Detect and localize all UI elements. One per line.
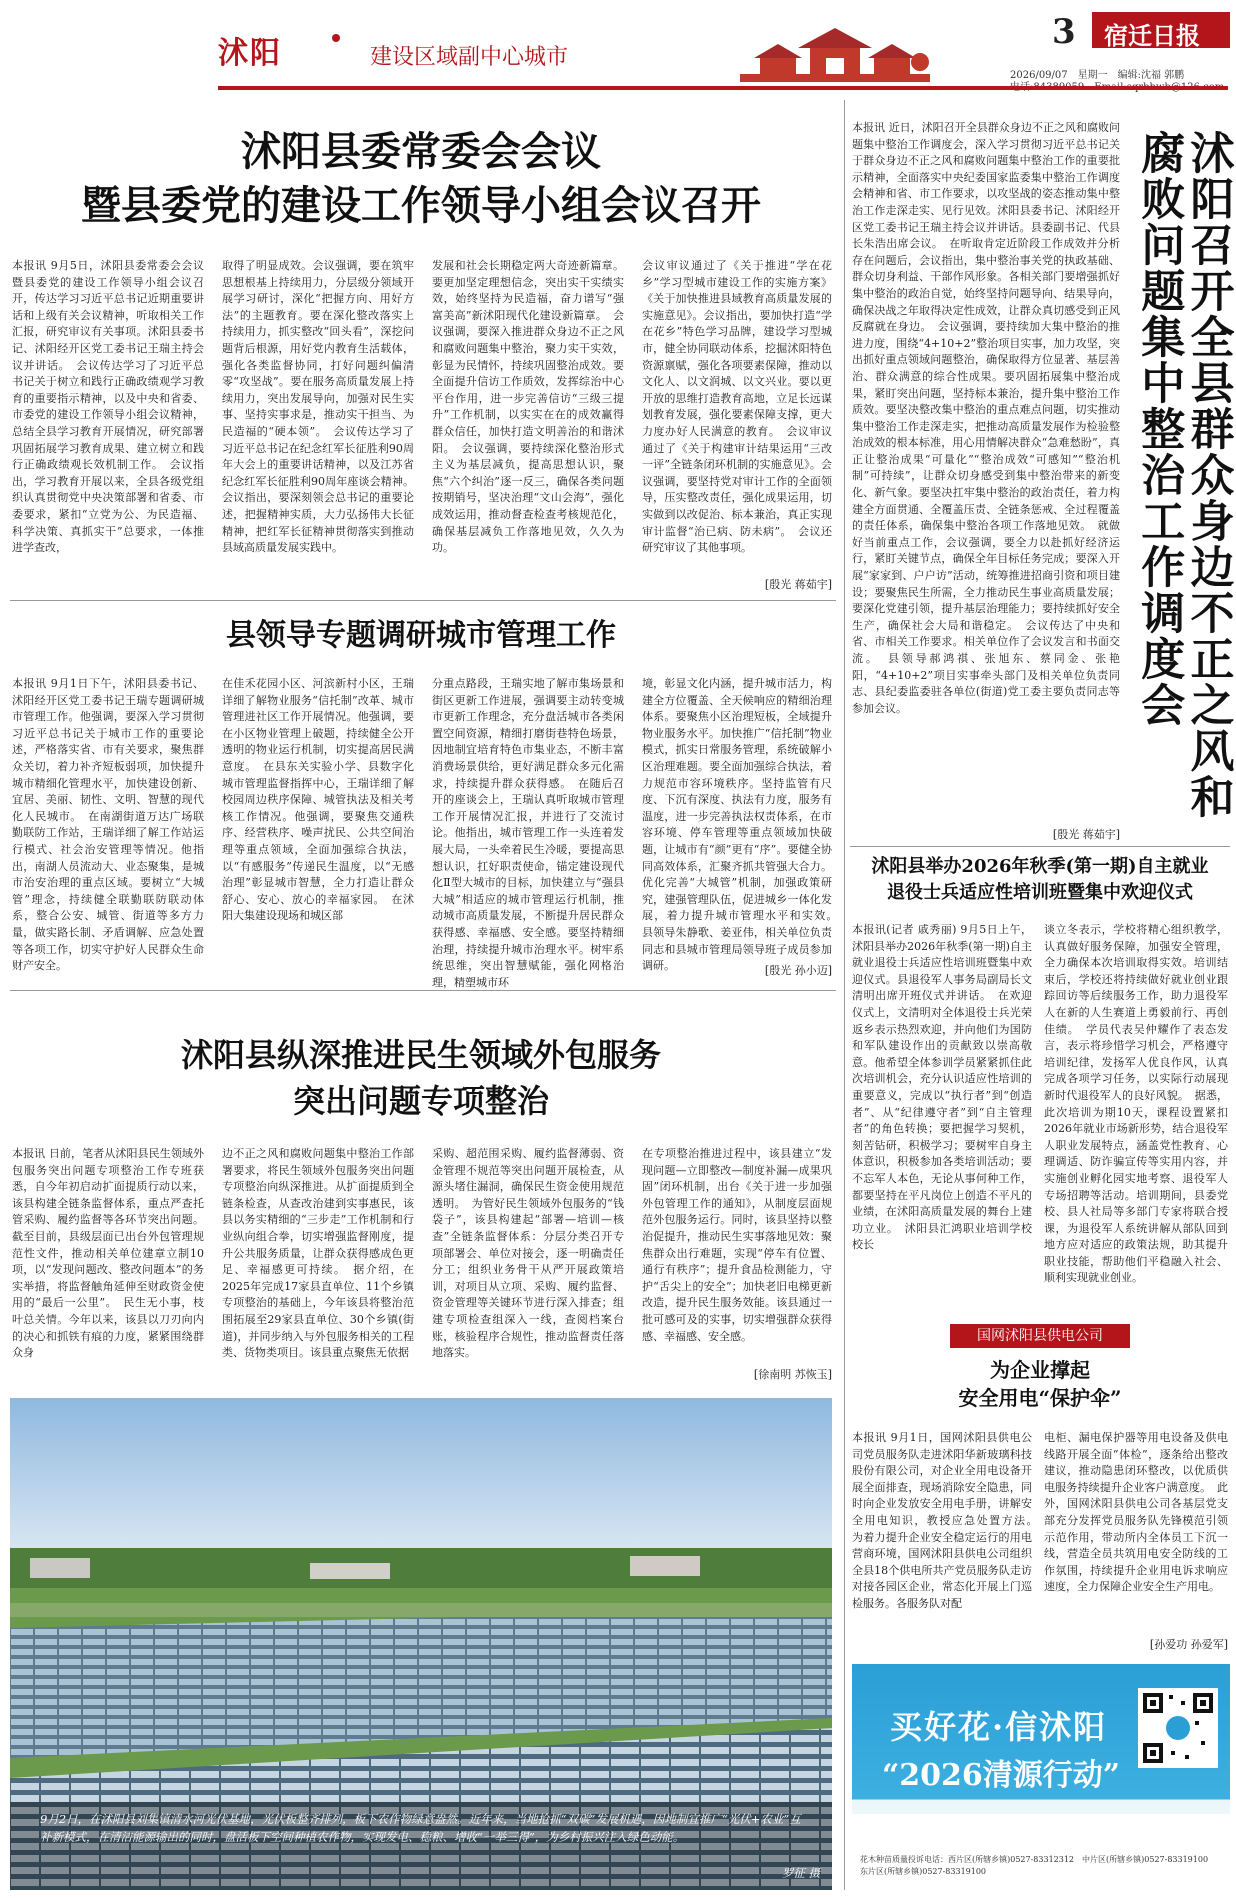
ad-hotlines: 花木种苗质量投诉电话：西片区(所辖乡镇)0527-83312312 中片区(所辖乡镇)0527-83319100 东片区(所辖乡镇)0527-83319100 <box>860 1855 1217 1876</box>
divider <box>10 990 836 991</box>
newspaper-logo: 宿迁日报 <box>1104 21 1200 50</box>
byline: [殷光 蒋茹宇] <box>1052 828 1120 841</box>
article-column: 本报讯 9月1日下午，沭阳县委书记、沭阳经开区党工委书记王瑞专题调研城市管理工作。他强调，要深入学习贯彻习近平总书记关于城市工作的重要论述，严格落实省、市有关要求，聚焦群众关切，着力补齐短板弱项，加快提升城市精细化管理水平，加快建设创新、宜居、美丽、韧性、文明、智慧的现代化人民城市。 在南湖街道万达广场联勤联防工作站，王瑞详细了解工作站运行模式、社会治安管理等情况。他指出，南湖人员流动大、业态聚集，是城市治安治理的重点区域。要树立“大城管”理念，持续健全联勤联防联动体系，整合公安、城管、街道等多方力量，做实路长制、矛盾调解、应急处置等各项工作，切实守护好人民群众生命财产安全。 <box>12 677 204 973</box>
article-column: 在佳禾花园小区、河滨新村小区，王瑞详细了解物业服务“信托制”改革、城市管理进社区工作开展情况。他强调，要在小区物业管理上破题，持续健全公开透明的物业运行机制，切实提高居民满意度。 在县东关实验小学、县数字化城市管理监督指挥中心，王瑞详细了解校园周边秩序保障、城管执法及相关考核工作情况。他强调，要聚焦交通秩序、经营秩序、噪声扰民、公共空间治理等重点领域，全面加强综合执法，以“有感服务”传递民生温度，以“无感治理”彰显城市智慧，全力打造让群众舒心、安心、放心的幸福家园。 在沭阳大集建设现场和城区部 <box>222 677 414 923</box>
article-column: 边不正之风和腐败问题集中整治工作部署要求，将民生领域外包服务突出问题专项整治向纵深推进。从扩面提质到全链条检查，从查改治建到实事惠民，该县以务实精细的“三步走”工作机制和行业纵向组合拳，切实增强监督刚度，提升公共服务质量，让群众获得感成色更足、幸福感更可持续。 据介绍，在2025年完成17家县直单位、11个乡镇专项整治的基础上，今年该县将整治范围拓展至29家县直单位、30个乡镇(街道)，并同步纳入与外包服务相关的工程类、货物类项目。该县重点聚焦无依据 <box>222 1147 414 1360</box>
photo-credit: 罗征 摄 <box>781 1866 820 1880</box>
divider <box>850 846 1230 847</box>
article-column: 境，彰显文化内涵，提升城市活力，构建全方位覆盖、全天候响应的精细治理体系。要聚焦小区治理短板，全域提升物业服务水平。加快推广“信托制”物业模式，抓实日常服务管理，系统破解小区治理难题。要全面加强综合执法，着力规范市容环境秩序。坚持监管有尺度、下沉有深度、执法有力度，服务有温度，进一步完善执法权责体系，在市容环境、停车管理等重点领域加快破题，让城市有“颜”更有“序”。要健全协同高效体系，汇聚齐抓共管强大合力。优化完善“大城管”机制，加强政策研究，建强管理队伍，促进城乡一体化发展，着力提升城市管理水平和实效。 县领导朱静歌、姜亚伟，相关单位负责同志和县城市管理局领导班子成员参加调研。 <box>642 677 843 973</box>
article-column: 本报讯 近日，沭阳召开全县群众身边不正之风和腐败问题集中整治工作调度会，深入学习贯彻习近平总书记关于群众身边不正之风和腐败问题集中整治工作的重要批示精神，全面落实中央纪委国家监委集中整治工作调度会精神和省、市工作要求，以攻坚战的姿态推动集中整治工作走深走实、见行见效。沭阳县委书记、沭阳经开区党工委书记王瑞主持会议并讲话。县委副书记、代县长朱浩出席会议。 在听取肯定近阶段工作成效并分析存在问题后，会议指出，集中整治事关党的执政基础、群众切身利益、干部作风形象。各相关部门要增强抓好集中整治的政治自觉，始终坚持问题导向、结果导向，确保决战之年取得决定性成效，让群众真切感受到正风反腐就在身边。 会议强调，要持续加大集中整治的推进力度，围绕“4+10+2”整治项目实事，加力攻坚，突出抓好重点领域问题整治，确保取得方位显著、基层善治、群众满意的综合性成果。要巩固拓展集中整治成果，紧盯突出问题，坚持标本兼治，提升集中整治工作质效。要坚决整改集中整治的重点难点问题，切实推动集中整治工作走深走实，把推动高质量发展作为检验整治成效的根本标准，用心用情解决群众“急难愁盼”，真正让整治成果“可量化”“整治成效“可感知”“整治机制”可持续”，让群众切身感受到集中整治带来的新变化、新气象。要坚决扛牢集中整治的政治责任，着力构建全方面贯通、全覆盖压责、全链条惩戒、全过程覆盖的责任体系，确保集中整治各项工作落地见效。 就做好当前重点工作，会议强调，要全力以赴抓好经济运行，紧盯关键节点，确保全年目标任务完成；要深入开展“家家到、户户访”活动，统筹推进招商引资和项目建设；要聚焦民生所需，全力推动民生事业高质量发展；要深化党建引领，提升基层治理能力；要持续抓好安全生产，确保社会大局和谐稳定。 会议传达了中央和省、市相关工作要求。相关单位作了会议发言和书面交流。 县领导郝鸿祺、张旭东、蔡同金、张艳阳，“4+10+2”项目实事牵头部门及相关单位负责同志、县纪委监委驻各单位(街道)党工委主要负责同志等参加会议。 <box>852 121 1120 715</box>
ad-footer-panel <box>852 1814 1230 1890</box>
ad-headline: 买好花·信沭阳 <box>890 1708 1108 1746</box>
vertical-headline: 沭阳召开全县群众身边不正之风和腐败问题集中整治工作调度会 <box>1133 130 1234 820</box>
article-column: 取得了明显成效。会议强调，要在筑牢思想根基上持续用力，分层级分领域开展学习研讨，深化“把握方向、用好方法”的主题教育。要在深化整改落实上持续用力，抓实整改“回头看”，深挖问题背后根源，用好党内教育生活载体，强化各类监督协同，打好问题纠偏清零“攻坚战”。要在服务高质量发展上持续用力，突出发展导向，加强对民生实事、坚持实事求是，推动实干担当、为民造福的“硬本领”。 会议传达学习了习近平总书记在纪念红军长征胜利90周年大会上的重要讲话精神，以及江苏省纪念红军长征胜利90周年座谈会精神。会议指出，要深刻领会总书记的重要论述，把握精神实质，大力弘扬伟大长征精神，把红军长征精神贯彻落实到推动县域高质量发展实践中。 <box>222 259 414 555</box>
article-title-line2: 安全用电“保护伞” <box>958 1386 1122 1410</box>
article-column: 采购、超范围采购、履约监督薄弱、资金管理不规范等突出问题开展检查，从源头堵住漏洞，确保民生资金使用规范透明。 为管好民生领域外包服务的“钱袋子”，该县构建起“部署—培训—核查”全链条监督体系：分层分类召开专项部署会、单位对接会，逐一明确责任分工；组织业务骨干从严开展政策培训，对项目从立项、采购、履约监督、资金管理等关键环节进行深入排查；组建专项检查组深入一线，查阅档案台账，核验程序合规性，推动监督责任落地落实。 <box>432 1147 624 1360</box>
article-column: 本报讯 9月5日，沭阳县委常委会会议暨县委党的建设工作领导小组会议召开，传达学习习近平总书记近期重要讲话和上级有关会议精神，听取相关工作汇报，研究审议有关事项。沭阳县委书记、沭阳经开区党工委书记王瑞主持会议并讲话。 会议传达学习了习近平总书记关于树立和践行正确政绩观学习教育的重要指示精神，以及中央和省委、市委党的建设工作领导小组会议精神，总结全县学习教育开展情况，研究部署巩固拓展学习教育成果、建立树立和践行正确政绩观长效机制工作。 会议指出，学习教育开展以来，全县各级党组织认真贯彻党中央决策部署和省委、市委要求，紧扣“立党为公、为民造福、科学决策、真抓实干”总要求，一体推进学查改， <box>12 259 204 555</box>
article-title-line1: 沭阳县纵深推进民生领域外包服务 <box>180 1036 661 1074</box>
article-title: 县领导专题调研城市管理工作 <box>226 618 616 653</box>
article-title-line1: 沭阳县委常委会会议 <box>241 128 601 175</box>
section-slogan: 建设区域副中心城市 <box>370 45 569 70</box>
byline: [孙爱功 孙爱军] <box>1149 1638 1228 1651</box>
article-title-line2: 退役士兵适应性培训班暨集中欢迎仪式 <box>887 882 1193 903</box>
section-region: 沭阳 <box>218 36 282 71</box>
city-gate-illustration <box>740 22 930 84</box>
byline: [殷光 孙小迈] <box>764 964 832 977</box>
column-divider <box>844 100 845 1890</box>
public-service-ad <box>852 1664 1230 1890</box>
article-column: 在专项整治推进过程中，该县建立“发现问题—立即整改—制度补漏—成果巩固”闭环机制，出台《关于进一步加强外包管理工作的通知》，从制度层面规范外包服务运行。同时，该县坚持以整治促提升，推动民生实事落地见效：聚焦群众出行难题，实现“停车有位置、通行有秩序”；提升食品检测能力，守护“舌尖上的安全”；加快老旧电梯更新改造，提升民生服务效能。该县通过一批可感可及的实事，切实增强群众获得感、幸福感、安全感。 <box>642 1147 832 1343</box>
article-title-line2: 暨县委党的建设工作领导小组会议召开 <box>81 182 761 229</box>
byline: [徐南明 苏恢玉] <box>753 1368 832 1381</box>
photo-caption: 9月2日，在沭阳县刘集镇清水河光伏基地，光伏板整齐排列，板下农作物绿意盎然。近年来，当地抢抓“双碳”发展机遇，因地制宜推广“光伏+农业”互补新模式，在清洁能源输出的同时，盘活板下空间种植农作物，实现发电、稳粮、增收“一举三得”，为乡村振兴注入绿色动能。 <box>40 1812 801 1844</box>
header-rule <box>218 86 1228 90</box>
divider <box>10 600 836 601</box>
article-column: 本报讯 9月1日，国网沭阳县供电公司党员服务队走进沭阳华新玻璃科技股份有限公司，对企业全用电设备开展全面排查，现场消除安全隐患，同时向企业发放安全用电手册，讲解安全用电知识，教授应急处置方法。 为着力提升企业安全稳定运行的用电营商环境，国网沭阳县供电公司组织全县18个供电所共产党员服务队走访对接各园区企业，常态化开展上门巡检服务。各服务队对配 <box>852 1431 1043 1610</box>
article-column: 分重点路段，王瑞实地了解市集场景和街区更新工作进展，强调要主动转变城市更新工作理念，充分盘活城市各类闲置空间资源，精细打磨街巷特色场景，因地制宜培育特色市集业态，不断丰富消费场景供给，更好满足群众多元化需求，持续提升群众获得感。 在随后召开的座谈会上，王瑞认真听取城市管理工作开展情况汇报，并进行了交流讨论。他指出，城市管理工作一头连着发展大局，一头牵着民生冷暖，要提高思想认识，扛好职责使命，锚定建设现代化Ⅱ型大城市的目标，加快建立与“强县大城”相适应的城市管理运行机制，推动城市高质量发展，不断提升居民群众获得感、幸福感、安全感。要坚持精细治理，持续提升城市治理水平。树牢系统思维，突出智慧赋能，强化网格治理，精塑城市环 <box>432 677 624 989</box>
news-photo <box>10 1398 832 1890</box>
page-number: 3 <box>1052 12 1076 52</box>
qr-code-icon <box>1138 1688 1218 1768</box>
sponsor-label: 国网沭阳县供电公司 <box>950 1324 1130 1348</box>
ad-subheadline: “2026清源行动” <box>882 1758 1121 1793</box>
article-column: 会议审议通过了《关于推进“学在花乡”学习型城市建设工作的实施方案》《关于加快推进县域教育高质量发展的实施意见》。会议指出，要加快打造“学在花乡”特色学习品牌，建设学习型城市，健全协同联动体系，挖掘沭阳特色资源禀赋，强化各项要素保障，推动以文化人、以文润城、以文兴业。要以更开放的思维打造教育高地，立足长远谋划教育发展，强化要素保障支撑，更大力度办好人民满意的教育。 会议审议通过了《关于构建审计结果运用“三改一评”全链条闭环机制的实施意见》。会议强调，要坚持党对审计工作的全面领导，压实整改责任，强化成果运用，切实做到以改促治、标本兼治，真正实现审计监督“治已病、防未病”。 会议还研究审议了其他事项。 <box>642 259 832 555</box>
byline: [殷光 蒋茹宇] <box>764 578 832 591</box>
issue-meta: 2026/09/07 星期一 编辑:沈福 郭鹏 <box>1010 70 1185 81</box>
article-column: 电柜、漏电保护器等用电设备及供电线路开展全面“体检”，逐条给出整改建议，推动隐患闭环整改，以优质供电服务持续提升企业客户满意度。 此外，国网沭阳县供电公司各基层党支部充分发挥党员服务队先锋模范引领示范作用，带动所内全体员工下沉一线，营造全员共筑用电安全防线的工作氛围，持续提升企业用电诉求响应速度，全力保障企业安全生产用电。 <box>1044 1431 1228 1594</box>
dot-separator <box>332 34 340 42</box>
article-column: 谈立冬表示，学校将精心组织教学，认真做好服务保障，加强安全管理，全力确保本次培训取得实效。培训结束后，学校还将持续做好就业创业跟踪回访等后续服务工作，助力退役军人在新的人生赛道上勇毅前行、再创佳绩。 学员代表吴仲耀作了表态发言，表示将珍惜学习机会，严格遵守培训纪律，发扬军人优良作风，认真完成各项学习任务，以实际行动展现新时代退役军人的良好风貌。 据悉，此次培训为期10天，课程设置紧扣2026年就业市场新形势，结合退役军人职业发展特点，涵盖党性教育、心理调适、防诈骗宣传等实用内容，并实施创业孵化园实地考察、退役军人专场招聘等活动。培训期间，县委党校、县人社局等多部门专家将联合授课，为退役军人系统讲解从部队回到地方应对适应的政策法规，助其提升职业技能，帮助他们平稳融入社会、顺利实现就业创业。 <box>1044 923 1228 1285</box>
article-column: 发展和社会长期稳定两大奇迹新篇章。要更加坚定理想信念，突出实干实绩实效，始终坚持为民造福，奋力谱写“强富美高”新沭阳现代化建设新篇章。 会议强调，要深入推进群众身边不正之风和腐败问题集中整治，聚力实干实效，彰显为民情怀，持续巩固整治成效。要全面提升信访工作质效，发挥综治中心平台作用，进一步完善信访“三级三提升”工作机制，以实实在在的成效赢得群众信任，加快打造文明善治的和谐沭阳。 会议强调，要持续深化整治形式主义为基层减负，提高思想认识，聚焦“六个纠治”逐一反三，确保各类问题按期销号，坚决治理“文山会海”，强化成效运用，推动督查检查考核规范化，确保基层减负工作落地见效，久久为功。 <box>432 259 624 555</box>
article-column: 本报讯 日前，笔者从沭阳县民生领域外包服务突出问题专项整治工作专班获悉，自今年初启动扩面提质行动以来，该县构建全链条监督体系，重点严查托管采购、履约监督等各环节突出问题。截至目前，县级层面已出台外包管理规范性文件，推动相关单位建章立制10项，以“发现问题改、整改问题本”的务实举措，将监督触角延伸至财政资金使用的“最后一公里”。 民生无小事，枝叶总关情。今年以来，该县以刀刃向内的决心和抓铁有痕的力度，紧紧围绕群众身 <box>12 1147 204 1360</box>
article-title-line1: 沭阳县举办2026年秋季(第一期)自主就业 <box>871 856 1209 877</box>
article-column: 本报讯(记者 戚秀丽) 9月5日上午，沭阳县举办2026年秋季(第一期)自主就业退役士兵适应性培训班暨集中欢迎仪式。县退役军人事务局副局长文清明出席开班仪式并讲话。 在欢迎仪式上，文清明对全体退役士兵光荣返乡表示热烈欢迎，并向他们为国防和军队建设作出的贡献致以崇高敬意。他希望全体参训学员紧紧抓住此次培训机会，充分认识适应性培训的重要意义，完成以“执行者”到“创造者”、从“纪律遵守者”到“自主管理者”的角色转换；要把握学习契机，刻苦钻研，积极学习；要树牢自身主体意识，积极参加各类培训活动；要不忘军人本色，无论从事何种工作，都要坚持在平凡岗位上创造不平凡的业绩，在沭阳高质量发展的舞台上建功立业。 沭阳县汇鸿职业培训学校校长 <box>852 923 1032 1252</box>
article-title-line1: 为企业撑起 <box>990 1358 1090 1382</box>
article-title-line2: 突出问题专项整治 <box>292 1082 549 1120</box>
